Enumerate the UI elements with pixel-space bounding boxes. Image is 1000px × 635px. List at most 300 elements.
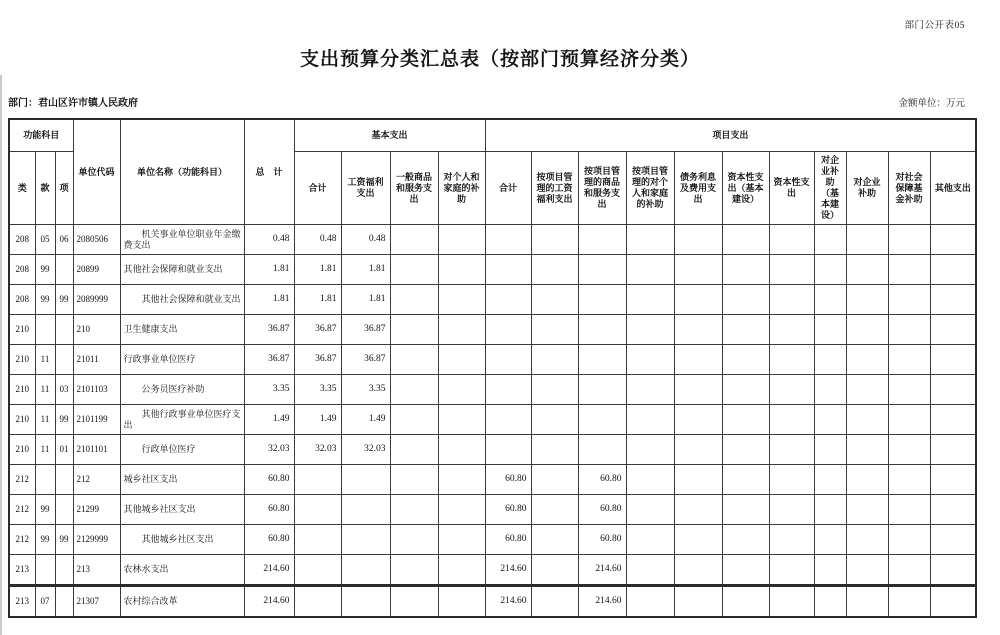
amount-cell xyxy=(814,285,846,315)
amount-cell xyxy=(930,285,976,315)
page-edge-shadow xyxy=(0,75,2,635)
amount-cell xyxy=(294,525,341,555)
amount-cell: 60.80 xyxy=(485,495,531,525)
table-row xyxy=(9,555,976,586)
project-individual-family-header: 按项目管理的对个人和家庭的补助 xyxy=(626,152,674,225)
amount-cell xyxy=(438,555,485,586)
amount-cell xyxy=(578,435,626,465)
amount-cell xyxy=(531,465,578,495)
amount-cell xyxy=(485,255,531,285)
basic-individual-family-header: 对个人和家庭的补助 xyxy=(438,152,485,225)
other-expense-header: 其他支出 xyxy=(930,152,976,225)
func-code-cell: 99 xyxy=(55,285,73,315)
amount-cell xyxy=(722,435,769,465)
amount-cell xyxy=(578,345,626,375)
amount-cell: 60.80 xyxy=(244,525,294,555)
amount-cell xyxy=(722,255,769,285)
amount-cell xyxy=(888,495,930,525)
amount-cell xyxy=(626,555,674,586)
amount-cell xyxy=(626,465,674,495)
amount-cell xyxy=(814,525,846,555)
func-code-cell: 11 xyxy=(35,375,55,405)
func-code-cell: 210 xyxy=(9,315,35,345)
amount-cell xyxy=(390,435,438,465)
amount-cell: 36.87 xyxy=(341,345,390,375)
unit-code-cell: 210 xyxy=(73,315,120,345)
unit-code-cell: 21011 xyxy=(73,345,120,375)
amount-cell xyxy=(578,405,626,435)
amount-cell xyxy=(930,405,976,435)
func-code-cell: 99 xyxy=(35,495,55,525)
amount-cell xyxy=(930,225,976,255)
amount-cell: 1.49 xyxy=(294,405,341,435)
unit-code-cell: 2129999 xyxy=(73,525,120,555)
amount-cell xyxy=(341,525,390,555)
amount-cell xyxy=(626,405,674,435)
amount-cell xyxy=(390,345,438,375)
amount-cell xyxy=(769,525,814,555)
amount-cell xyxy=(846,435,888,465)
table-row xyxy=(9,495,976,525)
amount-cell xyxy=(531,405,578,435)
amount-cell xyxy=(814,465,846,495)
project-wage-welfare-header: 按项目管理的工资福利支出 xyxy=(531,152,578,225)
unit-name-cell: 行政单位医疗 xyxy=(120,435,244,465)
func-code-cell: 99 xyxy=(35,525,55,555)
amount-cell xyxy=(769,225,814,255)
amount-cell xyxy=(888,435,930,465)
amount-cell xyxy=(390,495,438,525)
unit-name-cell: 其他行政事业单位医疗支出 xyxy=(120,405,244,435)
amount-cell xyxy=(531,285,578,315)
form-number-label: 部门公开表05 xyxy=(904,21,965,31)
amount-cell xyxy=(438,465,485,495)
func-code-cell: 212 xyxy=(9,495,35,525)
amount-cell xyxy=(578,285,626,315)
amount-cell: 3.35 xyxy=(341,375,390,405)
amount-cell xyxy=(531,586,578,618)
amount-cell xyxy=(674,435,722,465)
amount-cell xyxy=(531,525,578,555)
func-code-cell: 212 xyxy=(9,465,35,495)
amount-cell xyxy=(438,586,485,618)
unit-name-header: 单位名称（功能科目） xyxy=(120,119,244,225)
amount-cell xyxy=(930,495,976,525)
amount-cell xyxy=(485,405,531,435)
amount-cell xyxy=(814,555,846,586)
func-code-cell xyxy=(55,495,73,525)
amount-cell: 0.48 xyxy=(244,225,294,255)
func-code-cell: 210 xyxy=(9,375,35,405)
amount-cell xyxy=(626,495,674,525)
amount-cell: 60.80 xyxy=(578,525,626,555)
amount-cell: 1.81 xyxy=(244,255,294,285)
amount-cell xyxy=(846,465,888,495)
amount-cell xyxy=(888,465,930,495)
func-code-cell: 05 xyxy=(35,225,55,255)
amount-cell xyxy=(341,555,390,586)
amount-cell xyxy=(674,495,722,525)
amount-cell xyxy=(626,225,674,255)
func-code-cell xyxy=(55,315,73,345)
amount-cell xyxy=(390,375,438,405)
amount-cell: 32.03 xyxy=(341,435,390,465)
amount-cell xyxy=(722,465,769,495)
func-code-cell: 208 xyxy=(9,285,35,315)
amount-cell xyxy=(888,375,930,405)
unit-name-cell: 机关事业单位职业年金缴费支出 xyxy=(120,225,244,255)
social-security-fund-subsidy-header: 对社会保障基金补助 xyxy=(888,152,930,225)
func-code-cell: 11 xyxy=(35,405,55,435)
amount-cell xyxy=(390,586,438,618)
func-code-cell xyxy=(55,586,73,618)
amount-cell xyxy=(674,255,722,285)
amount-cell xyxy=(722,225,769,255)
func-code-cell: 01 xyxy=(55,435,73,465)
capital-expense-header: 资本性支出 xyxy=(769,152,814,225)
unit-code-cell: 21307 xyxy=(73,586,120,618)
basic-goods-services-header: 一般商品和服务支出 xyxy=(390,152,438,225)
class-col-header: 类 xyxy=(9,152,35,225)
amount-cell: 0.48 xyxy=(294,225,341,255)
amount-cell xyxy=(722,405,769,435)
amount-cell xyxy=(769,555,814,586)
amount-cell: 1.81 xyxy=(341,255,390,285)
func-code-cell: 208 xyxy=(9,225,35,255)
amount-cell xyxy=(814,405,846,435)
amount-cell: 60.80 xyxy=(485,465,531,495)
amount-cell xyxy=(531,555,578,586)
amount-cell xyxy=(888,255,930,285)
unit-code-cell: 20899 xyxy=(73,255,120,285)
amount-cell xyxy=(674,555,722,586)
amount-cell xyxy=(769,255,814,285)
table-header xyxy=(9,119,976,225)
amount-cell xyxy=(485,285,531,315)
amount-cell xyxy=(626,525,674,555)
unit-code-cell: 21299 xyxy=(73,495,120,525)
amount-cell: 36.87 xyxy=(341,315,390,345)
amount-cell xyxy=(438,315,485,345)
amount-cell: 3.35 xyxy=(294,375,341,405)
amount-cell xyxy=(674,586,722,618)
page-title: 支出预算分类汇总表（按部门预算经济分类） xyxy=(299,49,700,70)
amount-cell xyxy=(294,495,341,525)
amount-cell xyxy=(438,405,485,435)
unit-name-cell: 行政事业单位医疗 xyxy=(120,345,244,375)
amount-cell xyxy=(390,285,438,315)
amount-cell xyxy=(390,255,438,285)
amount-cell xyxy=(769,586,814,618)
amount-cell xyxy=(390,465,438,495)
amount-cell xyxy=(769,315,814,345)
amount-cell xyxy=(846,315,888,345)
amount-cell xyxy=(722,525,769,555)
func-code-cell: 213 xyxy=(9,555,35,586)
unit-code-cell: 2101103 xyxy=(73,375,120,405)
amount-cell xyxy=(390,315,438,345)
unit-name-cell: 城乡社区支出 xyxy=(120,465,244,495)
unit-code-cell: 2089999 xyxy=(73,285,120,315)
amount-cell xyxy=(438,345,485,375)
amount-cell xyxy=(846,555,888,586)
func-code-cell: 212 xyxy=(9,525,35,555)
amount-cell xyxy=(846,405,888,435)
amount-cell: 60.80 xyxy=(244,495,294,525)
amount-cell xyxy=(531,375,578,405)
amount-cell xyxy=(722,555,769,586)
amount-cell xyxy=(390,525,438,555)
amount-cell: 1.49 xyxy=(341,405,390,435)
amount-cell xyxy=(722,586,769,618)
func-code-cell xyxy=(35,315,55,345)
amount-cell xyxy=(930,525,976,555)
unit-name-cell: 其他城乡社区支出 xyxy=(120,525,244,555)
budget-table xyxy=(8,118,977,618)
amount-cell xyxy=(930,435,976,465)
amount-cell xyxy=(814,345,846,375)
amount-cell: 32.03 xyxy=(244,435,294,465)
amount-cell: 1.81 xyxy=(294,285,341,315)
amount-cell xyxy=(846,495,888,525)
func-code-cell: 11 xyxy=(35,435,55,465)
func-subject-group-header: 功能科目 xyxy=(9,119,73,152)
table-row xyxy=(9,285,976,315)
amount-cell: 214.60 xyxy=(244,586,294,618)
amount-cell xyxy=(485,345,531,375)
basic-expense-group-header: 基本支出 xyxy=(294,119,485,152)
amount-cell: 214.60 xyxy=(485,586,531,618)
func-code-cell: 210 xyxy=(9,345,35,375)
amount-cell xyxy=(341,586,390,618)
amount-cell xyxy=(722,375,769,405)
amount-cell xyxy=(578,315,626,345)
amount-cell xyxy=(930,345,976,375)
enterprise-subsidy-construction-header: 对企业补助（基本建设） xyxy=(814,152,846,225)
table-body xyxy=(9,225,976,618)
unit-code-header: 单位代码 xyxy=(73,119,120,225)
amount-cell xyxy=(531,435,578,465)
amount-cell xyxy=(846,345,888,375)
amount-cell xyxy=(769,435,814,465)
amount-cell xyxy=(578,375,626,405)
amount-cell xyxy=(626,285,674,315)
table-row xyxy=(9,465,976,495)
amount-cell xyxy=(674,285,722,315)
func-code-cell: 210 xyxy=(9,405,35,435)
amount-cell xyxy=(769,285,814,315)
unit-code-cell: 2080506 xyxy=(73,225,120,255)
unit-name-cell: 卫生健康支出 xyxy=(120,315,244,345)
amount-cell xyxy=(674,315,722,345)
amount-cell xyxy=(438,525,485,555)
func-code-cell: 11 xyxy=(35,345,55,375)
amount-cell xyxy=(674,375,722,405)
func-code-cell: 03 xyxy=(55,375,73,405)
amount-cell xyxy=(626,345,674,375)
amount-cell xyxy=(626,315,674,345)
amount-cell xyxy=(674,225,722,255)
amount-cell xyxy=(930,255,976,285)
amount-cell xyxy=(626,435,674,465)
amount-cell xyxy=(814,225,846,255)
basic-wage-welfare-header: 工资福利支出 xyxy=(341,152,390,225)
grand-total-header: 总 计 xyxy=(244,119,294,225)
amount-cell xyxy=(814,375,846,405)
unit-name-cell: 其他城乡社区支出 xyxy=(120,495,244,525)
amount-cell xyxy=(888,555,930,586)
amount-cell xyxy=(674,525,722,555)
amount-cell xyxy=(531,225,578,255)
func-code-cell xyxy=(55,255,73,285)
func-code-cell: 210 xyxy=(9,435,35,465)
func-code-cell: 99 xyxy=(55,405,73,435)
amount-cell xyxy=(846,525,888,555)
amount-cell xyxy=(930,465,976,495)
amount-cell: 1.81 xyxy=(341,285,390,315)
func-code-cell: 208 xyxy=(9,255,35,285)
func-code-cell: 99 xyxy=(35,255,55,285)
table-row xyxy=(9,405,976,435)
unit-name-cell: 农村综合改革 xyxy=(120,586,244,618)
amount-cell xyxy=(888,315,930,345)
amount-cell: 3.35 xyxy=(244,375,294,405)
amount-cell xyxy=(294,555,341,586)
amount-cell xyxy=(888,285,930,315)
unit-name-cell: 公务员医疗补助 xyxy=(120,375,244,405)
amount-cell xyxy=(846,375,888,405)
amount-cell xyxy=(674,345,722,375)
amount-cell: 36.87 xyxy=(294,345,341,375)
section-col-header: 款 xyxy=(35,152,55,225)
amount-cell: 0.48 xyxy=(341,225,390,255)
amount-cell xyxy=(769,495,814,525)
amount-cell xyxy=(485,315,531,345)
amount-cell xyxy=(531,255,578,285)
amount-cell xyxy=(485,225,531,255)
amount-cell xyxy=(888,225,930,255)
amount-cell xyxy=(341,465,390,495)
func-code-cell: 213 xyxy=(9,586,35,618)
amount-cell xyxy=(888,586,930,618)
amount-cell: 1.49 xyxy=(244,405,294,435)
project-subtotal-header: 合计 xyxy=(485,152,531,225)
amount-cell xyxy=(846,225,888,255)
amount-cell xyxy=(930,375,976,405)
amount-cell xyxy=(438,285,485,315)
table-row xyxy=(9,375,976,405)
func-code-cell xyxy=(55,465,73,495)
amount-cell xyxy=(390,405,438,435)
amount-cell xyxy=(438,225,485,255)
amount-cell xyxy=(438,495,485,525)
amount-cell xyxy=(888,345,930,375)
project-goods-services-header: 按项目管理的商品和服务支出 xyxy=(578,152,626,225)
func-code-cell: 99 xyxy=(55,525,73,555)
item-col-header: 项 xyxy=(55,152,73,225)
amount-cell xyxy=(674,465,722,495)
project-expense-group-header: 项目支出 xyxy=(485,119,976,152)
amount-cell: 36.87 xyxy=(244,315,294,345)
amount-cell xyxy=(626,375,674,405)
amount-cell xyxy=(769,405,814,435)
table-row xyxy=(9,255,976,285)
amount-cell: 60.80 xyxy=(578,495,626,525)
amount-cell xyxy=(485,375,531,405)
header-group-row xyxy=(9,119,976,152)
amount-cell xyxy=(531,495,578,525)
unit-code-cell: 2101101 xyxy=(73,435,120,465)
amount-cell: 214.60 xyxy=(578,555,626,586)
amount-cell: 1.81 xyxy=(294,255,341,285)
debt-interest-fee-header: 债务利息及费用支出 xyxy=(674,152,722,225)
unit-name-cell: 其他社会保障和就业支出 xyxy=(120,285,244,315)
amount-cell: 36.87 xyxy=(294,315,341,345)
amount-cell xyxy=(769,375,814,405)
table-row xyxy=(9,525,976,555)
func-code-cell: 06 xyxy=(55,225,73,255)
amount-cell: 36.87 xyxy=(244,345,294,375)
enterprise-subsidy-header: 对企业补助 xyxy=(846,152,888,225)
table-row xyxy=(9,586,976,618)
amount-cell: 60.80 xyxy=(244,465,294,495)
amount-cell xyxy=(814,255,846,285)
basic-subtotal-header: 合计 xyxy=(294,152,341,225)
amount-cell xyxy=(578,225,626,255)
func-code-cell xyxy=(35,555,55,586)
table-row xyxy=(9,315,976,345)
amount-cell xyxy=(930,555,976,586)
amount-cell xyxy=(626,255,674,285)
amount-cell: 214.60 xyxy=(578,586,626,618)
amount-cell xyxy=(674,405,722,435)
amount-cell xyxy=(531,345,578,375)
amount-cell xyxy=(438,375,485,405)
amount-cell xyxy=(722,285,769,315)
amount-cell xyxy=(294,586,341,618)
table-row xyxy=(9,225,976,255)
department-label: 部门：君山区许市镇人民政府 xyxy=(8,98,138,109)
amount-cell: 60.80 xyxy=(485,525,531,555)
amount-cell: 214.60 xyxy=(244,555,294,586)
amount-cell xyxy=(846,285,888,315)
amount-cell xyxy=(485,435,531,465)
func-code-cell xyxy=(35,465,55,495)
amount-cell xyxy=(722,495,769,525)
amount-cell xyxy=(814,586,846,618)
amount-cell xyxy=(390,225,438,255)
amount-cell: 60.80 xyxy=(578,465,626,495)
amount-cell xyxy=(531,315,578,345)
amount-cell: 32.03 xyxy=(294,435,341,465)
func-code-cell xyxy=(55,345,73,375)
unit-name-cell: 农林水支出 xyxy=(120,555,244,586)
amount-cell: 214.60 xyxy=(485,555,531,586)
func-code-cell xyxy=(55,555,73,586)
amount-cell xyxy=(578,255,626,285)
amount-cell xyxy=(814,435,846,465)
table-row xyxy=(9,435,976,465)
amount-cell xyxy=(930,586,976,618)
amount-cell xyxy=(814,495,846,525)
amount-cell xyxy=(769,465,814,495)
amount-cell xyxy=(930,315,976,345)
amount-cell xyxy=(722,315,769,345)
unit-code-cell: 213 xyxy=(73,555,120,586)
amount-cell xyxy=(888,525,930,555)
func-code-cell: 99 xyxy=(35,285,55,315)
amount-cell xyxy=(294,465,341,495)
